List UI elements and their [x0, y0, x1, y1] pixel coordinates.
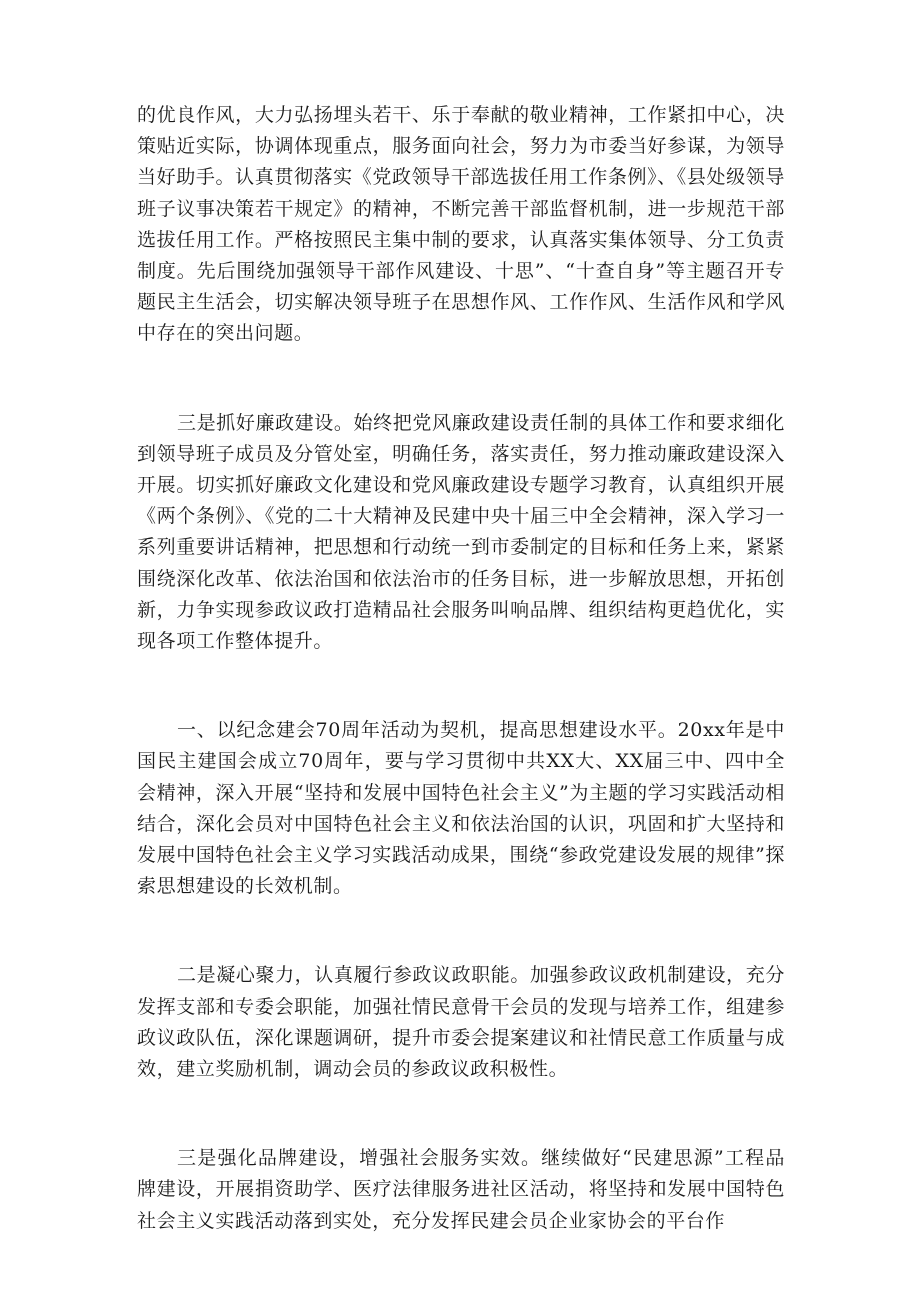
paragraph-spacer: [137, 657, 785, 715]
paragraph-spacer: [137, 902, 785, 960]
document-body: [137, 100, 785, 1237]
paragraph-anniversary-activities: 一、以纪念建会70周年活动为契机，提高思想建设水平。20xx年是中国民主建国会成立70周年，要与学习贯彻中共XX大、XX届三中、四中全会精神，深入开展“坚持和发展中国特色社会主义”为主题的学习实践活动相结合，深化会员对中国特色社会主义和依法治国的认识，巩固和扩大坚持和发展中国特色社会主义学习实践活动成果，围绕“参政党建设发展的规律”探索思想建设的长效机制。: [137, 719, 785, 898]
paragraph-brand-building: 三是强化品牌建设，增强社会服务实效。继续做好“民建思源”工程品牌建设，开展捐资助学、医疗法律服务进社区活动，将坚持和发展中国特色社会主义实践活动落到实处，充分发挥民建会员企业家协会的平台作: [137, 1147, 785, 1232]
paragraph-continued: 的优良作风，大力弘扬埋头若干、乐于奉献的敬业精神，工作紧扣中心，决策贴近实际，协调体现重点，服务面向社会，努力为市委当好参谋，为领导当好助手。认真贯彻落实《党政领导干部选拔任用工作条例》、《县处级领导班子议事决策若干规定》的精神，不断完善干部监督机制，进一步规范干部选拔任用工作。严格按照民主集中制的要求，认真落实集体领导、分工负责制度。先后围绕加强领导干部作风建设、十思”、“十查自身”等主题召开专题民主生活会，切实解决领导班子在思想作风、工作作风、生活作风和学风中存在的突出问题。: [137, 104, 785, 345]
paragraph-spacer: [137, 350, 785, 408]
paragraph-spacer: [137, 1085, 785, 1143]
paragraph-political-participation: 二是凝心聚力，认真履行参政议政职能。加强参政议政机制建设，充分发挥支部和专委会职能，加强社情民意骨干会员的发现与培养工作，组建参政议政队伍，深化课题调研，提升市委会提案建议和社情民意工作质量与成效，建立奖励机制，调动会员的参政议政积极性。: [137, 964, 785, 1081]
paragraph-integrity-building: 三是抓好廉政建设。始终把党风廉政建设责任制的具体工作和要求细化到领导班子成员及分管处室，明确任务，落实责任，努力推动廉政建设深入开展。切实抓好廉政文化建设和党风廉政建设专题学习教育，认真组织开展《两个条例》、《党的二十大精神及民建中央十届三中全会精神，深入学习一系列重要讲话精神，把思想和行动统一到市委制定的目标和任务上来，紧紧围绕深化改革、依法治国和依法治市的任务目标，进一步解放思想，开拓创新，力争实现参政议政打造精品社会服务叫响品牌、组织结构更趋优化，实现各项工作整体提升。: [137, 411, 785, 653]
